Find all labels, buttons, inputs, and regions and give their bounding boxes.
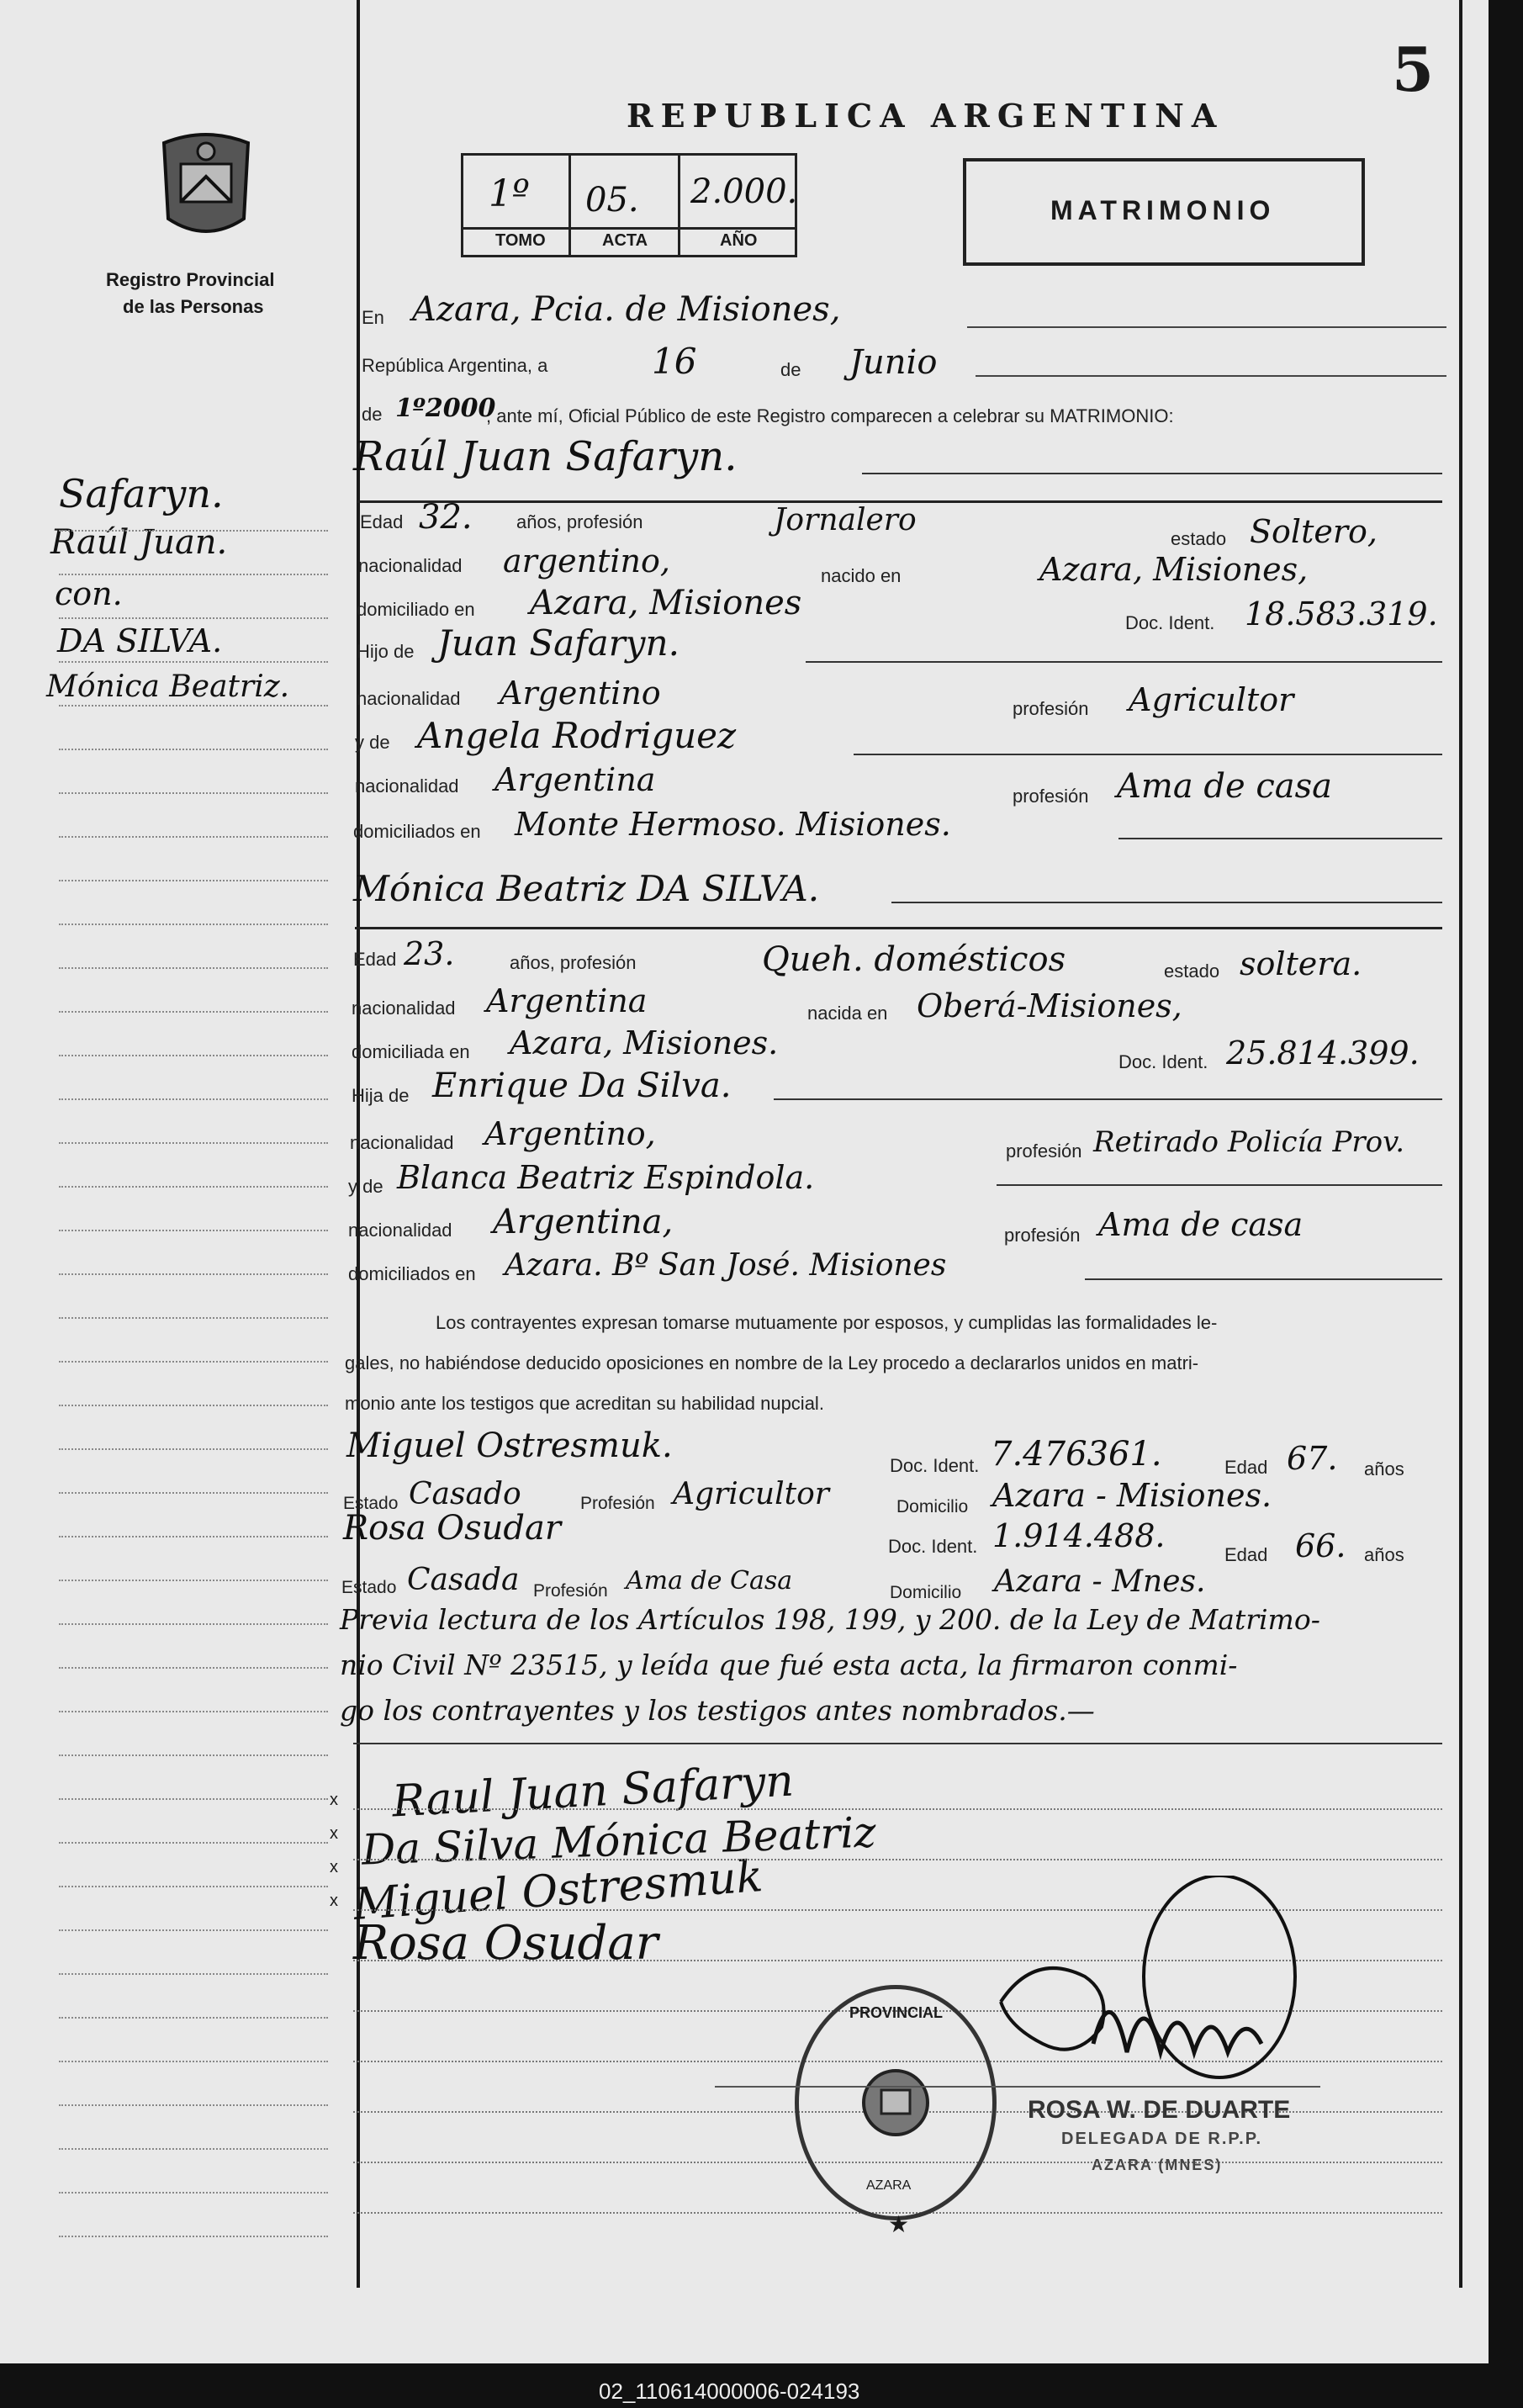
- signature-bride: Da Silva Mónica Beatriz: [361, 1807, 877, 1875]
- declaration-line3: monio ante los testigos que acreditan su habilidad nupcial.: [345, 1393, 824, 1414]
- acta-label: ACTA: [602, 231, 648, 250]
- witness1-dom-label: Domicilio: [896, 1497, 969, 1516]
- witness1-doc: 7.476361.: [991, 1435, 1162, 1474]
- bride-dom-label: domiciliada en: [352, 1041, 470, 1062]
- country-title: REPUBLICA ARGENTINA: [627, 97, 1224, 135]
- official-name: ROSA W. DE DUARTE: [1028, 2096, 1291, 2124]
- margin-note-line1: Safaryn.: [59, 471, 224, 516]
- registry-name-line2: de las Personas: [123, 296, 264, 317]
- bride-doc: 25.814.399.: [1226, 1035, 1420, 1072]
- groom-doc: 18.583.319.: [1245, 595, 1438, 632]
- groom-madre-nac: Argentina: [494, 761, 656, 798]
- groom-prof-label: años, profesión: [516, 511, 643, 532]
- signature-witness2: Rosa Osudar: [353, 1916, 658, 1971]
- groom-padre-line: [806, 661, 1442, 663]
- bride-edad: 23.: [404, 935, 455, 972]
- bride-padre-nac-label: nacionalidad: [350, 1132, 454, 1153]
- bride-nac-label: nacionalidad: [352, 998, 456, 1019]
- signature-witness1: Miguel Ostresmuk: [352, 1851, 764, 1930]
- bride-doc-label: Doc. Ident.: [1118, 1051, 1208, 1072]
- record-numbers-box: [461, 153, 797, 257]
- witness2-estado-label: Estado: [341, 1578, 397, 1597]
- witness1-domicilio: Azara - Misiones.: [992, 1477, 1272, 1514]
- witness2-dom-label: Domicilio: [890, 1583, 962, 1602]
- groom-dom-padres: Monte Hermoso. Misiones.: [515, 806, 951, 843]
- bride-dom-padres: Azara. Bº San José. Misiones: [505, 1248, 947, 1283]
- intro-text: , ante mí, Oficial Público de este Registro comparecen a celebrar su MATRIMONIO:: [486, 405, 1174, 426]
- witness2-estado: Casada: [407, 1563, 520, 1597]
- bride-padre-nac: Argentino,: [484, 1115, 656, 1152]
- groom-madre: Angela Rodriguez: [417, 715, 737, 756]
- bride-name-line: [891, 902, 1442, 903]
- witness1-estado: Casado: [409, 1477, 521, 1511]
- groom-name: Raúl Juan Safaryn.: [353, 433, 738, 480]
- witness1-prof-label: Profesión: [580, 1494, 655, 1513]
- witness2-doc-label: Doc. Ident.: [888, 1536, 978, 1557]
- intro-en-label: En: [362, 307, 384, 328]
- groom-nac-label: nacionalidad: [358, 555, 463, 576]
- bride-dom-padres-line: [1085, 1278, 1442, 1280]
- witness2-edad: 66.: [1295, 1527, 1346, 1564]
- tomo-value: 1º: [489, 172, 530, 215]
- bride-padre-prof-label: profesión: [1006, 1140, 1082, 1162]
- intro-place-line: [967, 326, 1446, 328]
- witness1-anos-label: años: [1364, 1458, 1404, 1479]
- groom-nacionalidad: argentino,: [503, 542, 670, 580]
- bride-section-rule: [355, 927, 1442, 929]
- intro-year: 1º2000: [395, 394, 496, 423]
- groom-dom-padres-line: [1118, 838, 1442, 839]
- witness2-edad-label: Edad: [1224, 1544, 1268, 1565]
- bride-profesion: Queh. domésticos: [762, 940, 1066, 979]
- witness2-doc: 1.914.488.: [992, 1517, 1166, 1554]
- bride-madre-line: [997, 1184, 1442, 1186]
- bride-estado: soltera.: [1240, 945, 1362, 982]
- groom-dom-label: domiciliado en: [357, 599, 475, 620]
- witness1-estado-label: Estado: [343, 1494, 399, 1513]
- witness2-profesion: Ama de Casa: [626, 1566, 793, 1596]
- bride-padre-line: [774, 1098, 1442, 1100]
- bride-domicilio: Azara, Misiones.: [510, 1024, 779, 1061]
- footer-image-id: 02_110614000006-024193: [599, 2379, 860, 2404]
- groom-madre-label: y de: [355, 732, 390, 753]
- groom-madre-prof: Ama de casa: [1117, 767, 1332, 806]
- groom-edad-label: Edad: [360, 511, 404, 532]
- bride-hija-label: Hija de: [352, 1085, 410, 1106]
- intro-day: 16: [652, 341, 697, 382]
- groom-estado: Soltero,: [1250, 513, 1378, 550]
- margin-note-line5: Mónica Beatriz.: [46, 669, 290, 704]
- right-margin-rule: [1459, 0, 1462, 2288]
- page-number: 5: [1392, 34, 1435, 105]
- bride-madre-prof: Ama de casa: [1098, 1206, 1304, 1243]
- bride-edad-label: Edad: [353, 949, 397, 970]
- closing-rule: [353, 1743, 1442, 1744]
- groom-padre: Juan Safaryn.: [437, 622, 680, 664]
- bride-nacida-label: nacida en: [807, 1003, 888, 1024]
- ano-label: AÑO: [720, 231, 758, 250]
- declaration-line1: Los contrayentes expresan tomarse mutuamente por esposos, y cumplidas las formalidades le-: [436, 1312, 1218, 1333]
- margin-note-line4: DA SILVA.: [57, 622, 223, 659]
- bride-dom-padres-label: domiciliados en: [348, 1263, 476, 1284]
- groom-domicilio: Azara, Misiones: [530, 584, 802, 622]
- groom-nacido: Azara, Misiones,: [1039, 551, 1309, 588]
- bride-madre-nac-label: nacionalidad: [348, 1220, 452, 1241]
- groom-padre-nac: Argentino: [500, 675, 661, 712]
- signature-marks: x x x x: [330, 1791, 338, 1910]
- groom-dom-padres-label: domiciliados en: [353, 821, 481, 842]
- signature-groom: Raul Juan Safaryn: [390, 1755, 796, 1828]
- intro-de2-label: de: [362, 404, 383, 425]
- groom-nacido-label: nacido en: [821, 565, 902, 586]
- witness1-doc-label: Doc. Ident.: [890, 1455, 980, 1476]
- groom-padre-nac-label: nacionalidad: [357, 688, 461, 709]
- witness1-edad-label: Edad: [1224, 1457, 1268, 1478]
- groom-madre-line: [854, 754, 1442, 755]
- groom-name-line: [862, 473, 1442, 474]
- official-signature-scribble: [942, 1876, 1346, 2094]
- bride-padre: Enrique Da Silva.: [432, 1066, 732, 1105]
- closing-line1: Previa lectura de los Artículos 198, 199, y 200. de la Ley de Matrimo-: [340, 1603, 1320, 1636]
- bride-name: Mónica Beatriz DA SILVA.: [353, 868, 820, 909]
- bride-prof-label: años, profesión: [510, 952, 637, 973]
- witness1-edad: 67.: [1287, 1440, 1338, 1477]
- stamp-signature-line: [715, 2086, 1320, 2088]
- seal-text-bottom: AZARA: [866, 2178, 912, 2193]
- witness2-domicilio: Azara - Mnes.: [994, 1564, 1206, 1599]
- groom-doc-label: Doc. Ident.: [1125, 612, 1215, 633]
- bride-nacida: Oberá-Misiones,: [917, 987, 1182, 1024]
- ano-value: 2.000.: [690, 172, 798, 211]
- seal-text-top: PROVINCIAL: [849, 2004, 944, 2021]
- margin-note-line2: Raúl Juan.: [50, 523, 228, 562]
- groom-profesion: Jornalero: [774, 503, 917, 537]
- official-place: AZARA (MNES): [1092, 2157, 1223, 2173]
- bride-nacionalidad: Argentina: [486, 982, 648, 1019]
- acta-value: 05.: [585, 181, 639, 220]
- official-role: DELEGADA DE R.P.P.: [1061, 2130, 1263, 2148]
- witness2-name: Rosa Osudar: [343, 1509, 561, 1548]
- groom-padre-prof: Agricultor: [1129, 681, 1294, 718]
- registry-name-line1: Registro Provincial: [106, 269, 275, 290]
- groom-edad: 32.: [419, 498, 473, 537]
- bride-madre-label: y de: [348, 1176, 383, 1197]
- witness1-profesion: Agricultor: [673, 1477, 829, 1511]
- groom-estado-label: estado: [1171, 528, 1227, 549]
- groom-hijo-label: Hijo de: [357, 641, 415, 662]
- tomo-label: TOMO: [495, 231, 546, 250]
- declaration-line2: gales, no habiéndose deducido oposiciones en nombre de la Ley procedo a declararlos unidos en matri-: [345, 1352, 1199, 1373]
- intro-de-label: de: [780, 359, 801, 380]
- witness2-prof-label: Profesión: [533, 1581, 608, 1601]
- bride-madre: Blanca Beatriz Espindola.: [397, 1159, 815, 1196]
- groom-madre-prof-label: profesión: [1013, 786, 1089, 807]
- witness1-name: Miguel Ostresmuk.: [346, 1426, 673, 1465]
- act-type-box: [963, 158, 1365, 266]
- margin-note-line3: con.: [55, 575, 123, 612]
- bride-estado-label: estado: [1164, 961, 1220, 982]
- closing-line2: nio Civil Nº 23515, y leída que fué esta acta, la firmaron conmi-: [340, 1649, 1238, 1681]
- act-type-label: MATRIMONIO: [1050, 195, 1276, 225]
- groom-madre-nac-label: nacionalidad: [355, 775, 459, 796]
- province-coat-of-arms-icon: [147, 126, 265, 252]
- intro-place: Azara, Pcia. de Misiones,: [412, 290, 841, 329]
- closing-line3: go los contrayentes y los testigos antes nombrados.—: [340, 1694, 1095, 1727]
- bride-padre-prof: Retirado Policía Prov.: [1093, 1125, 1405, 1159]
- intro-month-line: [976, 375, 1446, 377]
- bride-madre-prof-label: profesión: [1004, 1225, 1081, 1246]
- seal-star-icon: ★: [888, 2211, 910, 2237]
- bride-madre-nac: Argentina,: [493, 1203, 674, 1241]
- witness2-anos-label: años: [1364, 1544, 1404, 1565]
- intro-republica-label: República Argentina, a: [362, 355, 548, 376]
- seal-emblem-icon: [858, 2065, 933, 2141]
- intro-month: Junio: [849, 343, 938, 382]
- groom-padre-prof-label: profesión: [1013, 698, 1089, 719]
